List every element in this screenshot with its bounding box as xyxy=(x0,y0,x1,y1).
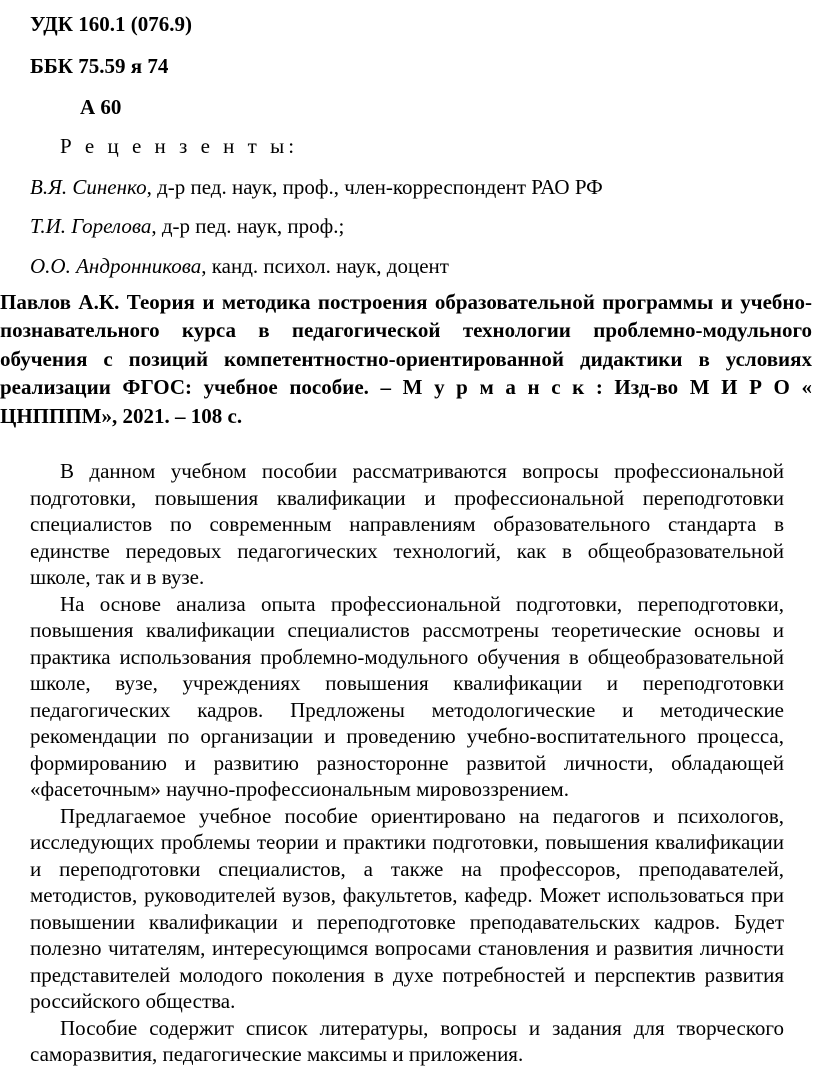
reviewer-entry xyxy=(30,175,603,199)
abstract xyxy=(30,458,784,1068)
reviewer-name: О.О. Андронникова xyxy=(30,254,202,278)
bbk-code: ББК 75.59 я 74 xyxy=(30,54,169,78)
abstract-paragraph: В данном учебном пособии рассматриваются вопросы профессиональной подготовки, повышения квалификации и профессиональной переподготовки специалистов по современным направлениям образовательного стандарта в единстве передовых педагогических технологий, как в общеобразовательной школе, так и в вузе. xyxy=(30,459,784,589)
udk-code: УДК 160.1 (076.9) xyxy=(30,12,192,36)
abstract-paragraph: Предлагаемое учебное пособие ориентировано на педагогов и психологов, исследующих проблемы теории и практики подготовки, повышения квалификации и переподготовки специалистов, а также на профессоров, преподавателей, методистов, руководителей вузов, факультетов, кафедр. Может использоваться при повышении квалификации и переподготовке преподавательских кадров. Будет полезно читателям, интересующимся вопросами становления и развития личности представителей молодого поколения в духе потребностей и перспектив развития российского общества. xyxy=(30,803,784,1013)
reviewers-heading: Р е ц е н з е н т ы: xyxy=(60,134,299,158)
reviewer-entry xyxy=(30,214,344,238)
reviewer-name: В.Я. Синенко xyxy=(30,175,147,199)
author-mark: А 60 xyxy=(80,95,122,119)
reviewer-entry xyxy=(30,254,449,278)
reviewer-name: Т.И. Горелова xyxy=(30,214,152,238)
reviewer-details: , д-р пед. наук, проф.; xyxy=(151,214,345,238)
bibliographic-citation: Павлов А.К. Теория и методика построения образовательной программы и учебно-познавательного курса в педагогической технологии проблемно-модульного обучения с позиций компетентностно-ориентированной дидактики в условиях реализации ФГОС: учебное пособие. – М у р м а н с к : Изд-во М И Р О « ЦНПППМ», 2021. – 108 с. xyxy=(0,290,812,428)
abstract-paragraph: На основе анализа опыта профессиональной подготовки, переподготовки, повышения квалификации специалистов рассмотрены теоретические основы и практика использования проблемно-модульного обучения в общеобразовательной школе, вузе, учреждениях повышения квалификации и переподготовки педагогических кадров. Предложены методологические и методические рекомендации по организации и проведению учебно-воспитательного процесса, формированию и развитию разносторонне развитой личности, обладающей «фасеточным» научно-профессиональным мировоззрением. xyxy=(30,591,784,801)
abstract-paragraph: Пособие содержит список литературы, вопросы и задания для творческого саморазвития, педагогические максимы и приложения. xyxy=(30,1015,784,1066)
reviewer-details: , канд. психол. наук, доцент xyxy=(201,254,449,278)
reviewer-details: , д-р пед. наук, проф., член-корреспондент РАО РФ xyxy=(146,175,603,199)
